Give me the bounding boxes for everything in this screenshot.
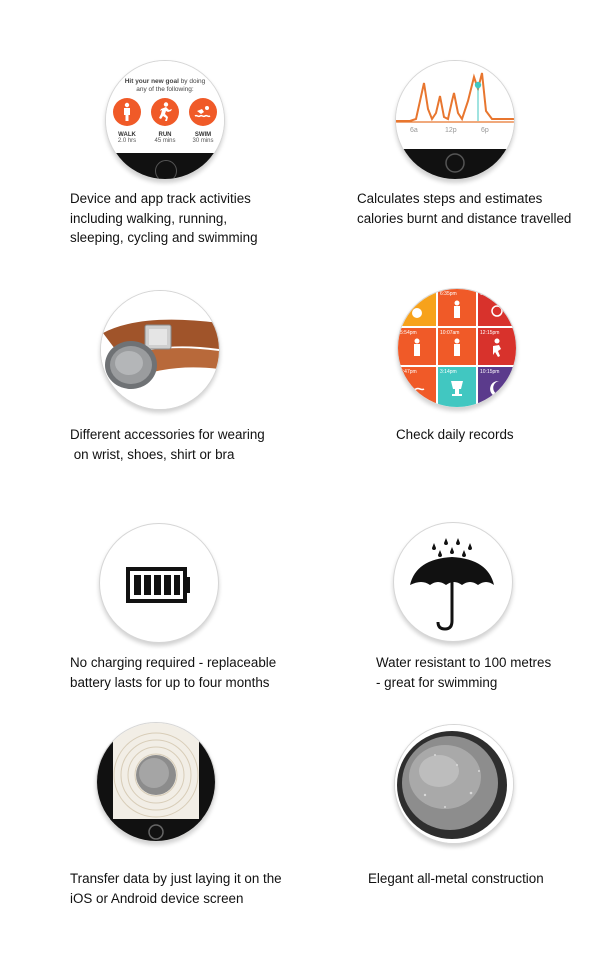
goal-subheading: any of the following: [136, 86, 194, 93]
steps-line-chart [396, 61, 514, 179]
record-time-8: 10:15pm [480, 369, 500, 375]
caption-accessories: Different accessories for wearing on wrist, shoes, shirt or bra [70, 427, 265, 462]
goal-heading-bold: Hit your new goal [124, 78, 179, 85]
walk-option [112, 98, 142, 144]
run-detail: 45 mins [154, 138, 176, 144]
caption-daily-records: Check daily records [396, 427, 514, 442]
record-time-6: 3:47pm [400, 369, 417, 375]
caption-steps-calories: Calculates steps and estimates calories burnt and distance travelled [357, 191, 572, 226]
caption-battery: No charging required - replaceable battery lasts for up to four months [70, 655, 277, 690]
walk-detail: 2.0 hrs [117, 138, 137, 144]
walk-icon [113, 98, 141, 126]
watch-strap-accessory-icon [100, 290, 220, 410]
rain-drops [432, 538, 472, 557]
umbrella-rain-icon [393, 522, 513, 642]
walk-label: WALK [118, 132, 136, 138]
record-time-2: 9:45am [480, 291, 497, 297]
swim-detail: 30 mins [192, 138, 214, 144]
chart-marker-pin [475, 82, 481, 88]
swim-icon [189, 98, 217, 126]
phone-home-button [155, 160, 177, 180]
caption-metal-construction: Elegant all-metal construction [368, 871, 544, 886]
run-icon [151, 98, 179, 126]
caption-water-resistant: Water resistant to 100 metres - great for swimming [376, 655, 552, 690]
record-time-7: 3:14pm [440, 369, 457, 375]
record-time-4: 10:07am [440, 330, 460, 336]
tick-12p: 12p [445, 127, 457, 134]
caption-data-transfer: Transfer data by just laying it on the iOS or Android device screen [70, 871, 282, 906]
tick-6a: 6a [410, 127, 418, 134]
tick-6p: 6p [481, 127, 489, 134]
run-option [150, 98, 180, 144]
record-time-3: 5:54pm [400, 330, 417, 336]
battery-icon [99, 523, 219, 643]
goal-heading-rest: by doing [178, 78, 206, 85]
run-label: RUN [158, 132, 172, 138]
record-time-5: 12:15pm [480, 330, 500, 336]
activity-goal-app-icon [105, 60, 225, 180]
phone-sync-icon [96, 722, 216, 842]
daily-records-grid-icon [397, 288, 517, 408]
caption-activity-tracking: Device and app track activities including walking, running, sleeping, cycling and swimming [70, 191, 258, 246]
metal-disc-icon [394, 724, 514, 844]
record-time-1: 6:35pm [440, 291, 457, 297]
steps-chart-icon [395, 60, 515, 180]
swim-label: SWIM [194, 132, 212, 138]
swim-option [188, 98, 218, 144]
